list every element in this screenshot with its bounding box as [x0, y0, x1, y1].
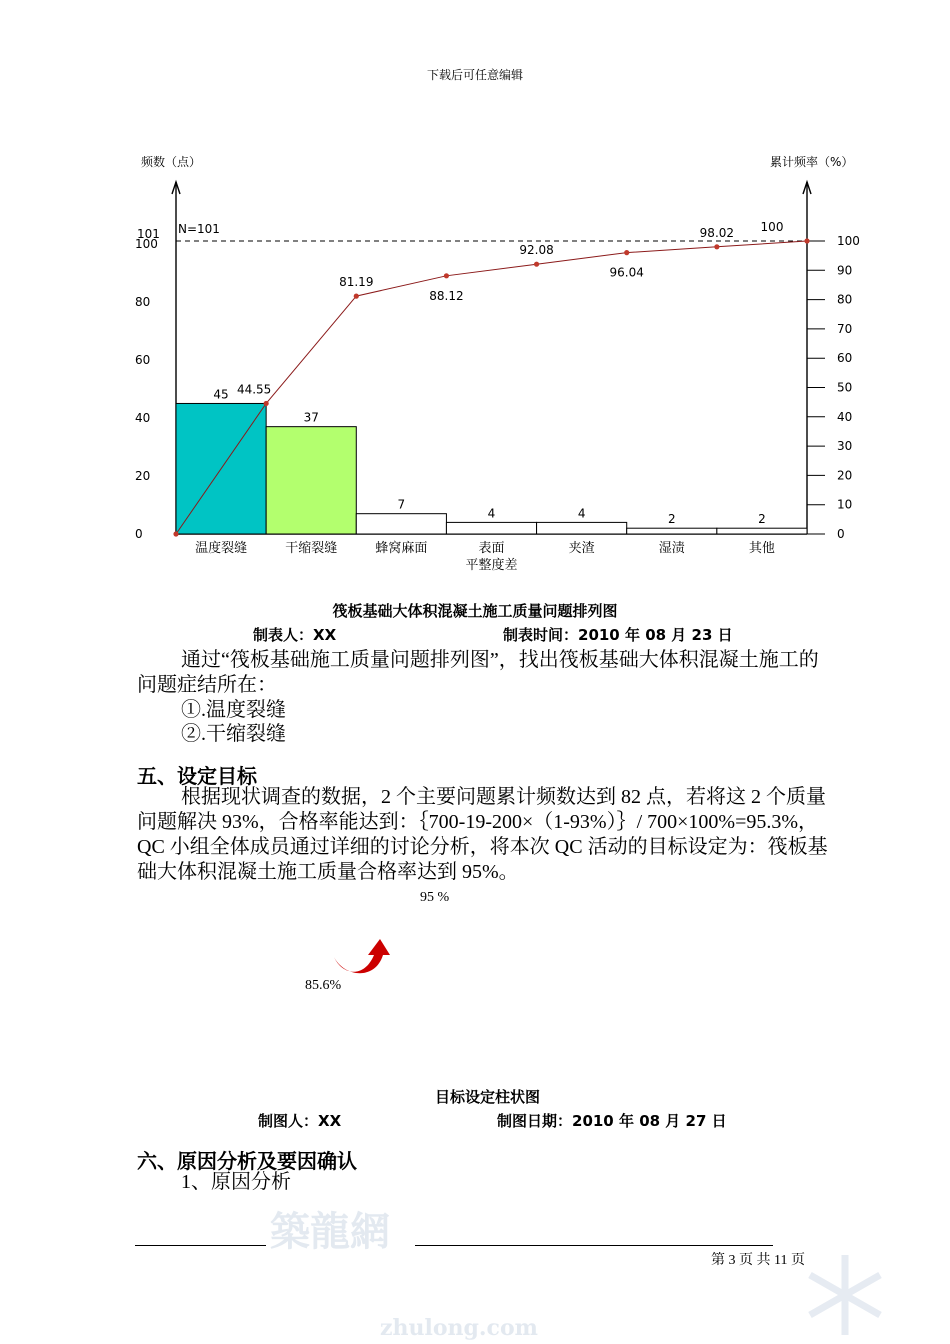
right-tick-label: 20: [837, 468, 853, 483]
cumulative-label: 96.04: [609, 265, 644, 280]
footer-rule-left: [135, 1245, 266, 1246]
left-tick-label: 40: [135, 410, 151, 425]
right-tick-label: 0: [837, 527, 845, 541]
watermark-snowflake-icon: [800, 1250, 890, 1340]
right-tick-label: 90: [837, 263, 853, 278]
cumulative-label: 44.55: [236, 382, 272, 397]
bar-value-label: 4: [487, 506, 496, 521]
n-label: N=101: [178, 222, 220, 236]
cumulative-point: [354, 294, 359, 299]
watermark-url: zhulong.com: [380, 1315, 538, 1341]
bar-value-label: 45: [213, 387, 229, 402]
cumulative-point: [714, 244, 719, 249]
left-tick-label: 80: [135, 294, 151, 309]
conclusion-paragraph: 通过“筏板基础施工质量问题排列图”，找出筏板基础大体积混凝土施工的问题症结所在：: [137, 649, 819, 696]
cumulative-point: [264, 401, 269, 406]
right-tick-label: 40: [837, 409, 853, 424]
bar-value-label: 4: [577, 506, 586, 521]
right-axis-title: 累计频率（%）: [770, 155, 854, 169]
left-tick-label: 20: [135, 468, 151, 483]
section-6-heading: 六、原因分析及要因确认: [137, 1149, 357, 1173]
page-header: 下载后可任意编辑: [426, 68, 523, 82]
bar-value-label: 37: [303, 410, 319, 425]
footer-rule-right: [415, 1245, 773, 1246]
category-label: 干缩裂缝: [285, 541, 338, 556]
category-label: 其他: [748, 541, 775, 556]
cumulative-label: 88.12: [429, 288, 464, 303]
total-tick-label: 101: [137, 227, 160, 241]
right-tick-label: 60: [837, 351, 853, 366]
pareto-bar: [356, 514, 446, 534]
left-tick-label: 0: [135, 527, 143, 541]
pareto-bar: [446, 522, 536, 534]
section-6-sub: 1、原因分析: [181, 1171, 291, 1193]
left-tick-label: 100: [135, 236, 158, 251]
pareto-chart: [125, 140, 865, 590]
target-date: 制图日期：2010 年 08 月 27 日: [497, 1112, 727, 1130]
category-label-line2: 平整度差: [465, 558, 518, 573]
left-axis-title: 频数（点）: [141, 155, 202, 169]
target-maker: 制图人：XX: [258, 1112, 342, 1130]
section-5-heading: 五、设定目标: [137, 764, 257, 788]
right-tick-label: 30: [837, 439, 853, 454]
increase-arrow-icon: [330, 935, 395, 977]
pareto-bar: [266, 427, 356, 534]
page-number: 第 3 页 共 11 页: [711, 1253, 805, 1268]
pareto-time: 制表时间：2010 年 08 月 23 日: [503, 626, 733, 644]
cumulative-label: 100: [760, 220, 784, 234]
problem-item-1: ①.温度裂缝: [181, 699, 286, 721]
cumulative-point: [624, 250, 629, 255]
cumulative-label: 98.02: [699, 225, 735, 240]
bar-value-label: 7: [397, 497, 406, 512]
right-tick-label: 70: [837, 321, 853, 336]
right-tick-label: 50: [837, 380, 853, 395]
pareto-bar: [537, 522, 627, 534]
pareto-bar: [717, 528, 807, 534]
cumulative-point: [804, 238, 809, 243]
watermark-logo: 築龍網: [270, 1208, 390, 1255]
category-label: 夹渣: [568, 541, 595, 556]
pareto-bar: [627, 528, 717, 534]
category-label: 蜂窝麻面: [375, 541, 428, 556]
bar-value-label: 2: [667, 512, 676, 527]
current-value-label: 85.6%: [305, 978, 342, 993]
pareto-maker: 制表人：XX: [253, 626, 337, 644]
cumulative-point: [534, 262, 539, 267]
bar-value-label: 2: [758, 512, 766, 527]
left-tick-label: 60: [135, 352, 151, 367]
pareto-chart-title: 筏板基础大体积混凝土施工质量问题排列图: [332, 602, 618, 620]
right-tick-label: 100: [837, 234, 860, 248]
right-tick-label: 80: [837, 292, 853, 307]
cumulative-point: [444, 273, 449, 278]
category-label: 温度裂缝: [195, 541, 248, 556]
category-label: 湿渍: [658, 541, 685, 556]
category-label: 表面: [478, 541, 505, 556]
right-tick-label: 10: [837, 497, 853, 512]
target-chart-title: 目标设定柱状图: [434, 1088, 540, 1106]
cumulative-label: 81.19: [339, 275, 374, 290]
cumulative-point: [173, 531, 178, 536]
problem-item-2: ②.干缩裂缝: [181, 723, 286, 745]
target-value-label: 95 %: [420, 890, 450, 905]
target-paragraph: 根据现状调查的数据，2 个主要问题累计频数达到 82 点，若将这 2 个质量问题解决 93%，合格率能达到：｛700-19-200×（1-93%）｝/ 700×100%=95.3%，QC 小组全体成员通过详细的讨论分析，将本次 QC 活动的目标设定为：筏板基础大体积混凝土施工质量合格率达到 95%。: [137, 786, 828, 883]
cumulative-label: 92.08: [519, 243, 554, 258]
